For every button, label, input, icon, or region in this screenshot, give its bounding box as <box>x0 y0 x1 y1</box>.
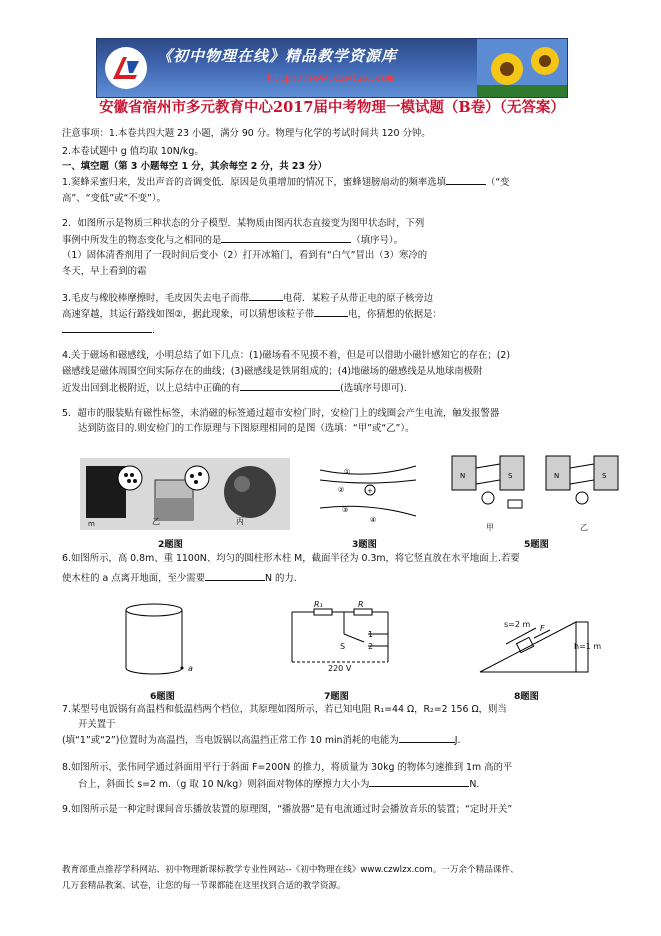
fig7-voltage: 220 V <box>328 664 352 673</box>
fig5-label-yi: 乙 <box>580 523 588 532</box>
q3-text: 3.毛皮与橡胶棒摩擦时，毛皮因失去电子而带 <box>62 293 250 304</box>
q3-line-2 <box>62 306 442 323</box>
fig3-particle-path <box>318 458 418 530</box>
q1-line-1 <box>62 174 510 191</box>
q2-blank[interactable] <box>221 232 351 243</box>
q4-text-end: (选填序号即可). <box>340 383 407 394</box>
q8-text: 台上，斜面长 s=2 m.（g 取 10 N/kg）则斜面对物体的摩擦力大小为 <box>78 779 370 790</box>
site-banner[interactable] <box>96 38 568 98</box>
fig5-generator-motor <box>448 450 623 520</box>
q9-line-1: 9.如图所示是一种定时课间音乐播放装置的原理图，“播放器”是有电流通过时会播放音乐的装置；“定时开关” <box>62 804 513 815</box>
q2-text-end: （填序号）。 <box>351 235 403 246</box>
fig6-point-a: a <box>188 664 193 673</box>
q7-line-2: 开关置于 <box>78 719 116 730</box>
fig7-contact-1: 1 <box>368 630 374 639</box>
fig8-force: F <box>540 624 545 633</box>
q8-blank[interactable] <box>369 776 469 787</box>
fig7-r1: R₁ <box>314 600 323 609</box>
q2-line-4: 冬天，早上看到的霜 <box>62 266 147 277</box>
svg-text:④: ④ <box>370 516 377 524</box>
q4-line-1: 4.关于磁场和磁感线，小明总结了如下几点：(1)磁场看不见摸不着，但是可以借助小磁针感知它的存在；(2) <box>62 350 511 361</box>
q7-text: (填“1”或“2”)位置时为高温挡，当电饭锅以高温挡正常工作 10 min消耗的电能为 <box>62 735 399 746</box>
q7-blank[interactable] <box>399 732 455 743</box>
q2-line-2 <box>62 232 403 249</box>
fig7-contact-2: 2 <box>368 642 374 651</box>
q1-line-2: 高”、“变低”或“不变”）。 <box>62 193 166 204</box>
fig5-label-jia: 甲 <box>486 523 494 532</box>
fig5-caption: 5题图 <box>524 539 549 550</box>
q4-blank[interactable] <box>240 380 340 391</box>
notice-line-1: 注意事项：1.本卷共四大题 23 小题，满分 90 分。物理与化学的考试时间共 120 分钟。 <box>62 128 431 139</box>
fig7-caption: 7题图 <box>324 691 349 702</box>
q3-text-mid: 电荷．某粒子从带正电的原子核旁边 <box>283 293 434 304</box>
fig2-caption: 2题图 <box>158 539 183 550</box>
svg-text:①: ① <box>344 468 351 476</box>
site-logo-icon <box>103 45 149 91</box>
q4-line-3 <box>62 380 407 397</box>
q3-blank-3[interactable] <box>62 322 152 333</box>
fig3-caption: 3题图 <box>352 539 377 550</box>
page-footer <box>62 862 519 894</box>
q3-blank-1[interactable] <box>249 290 283 301</box>
q2-line-1: 2．如图所示是物质三种状态的分子模型．某物质由图丙状态直接变为图甲状态时，下列 <box>62 218 425 229</box>
q8-text-end: N. <box>469 779 480 790</box>
section-heading: 一、填空题（第 3 小题每空 1 分，其余每空 2 分，共 23 分） <box>62 161 327 172</box>
q4-text: 近发出回到北极附近，以上总结中正确的有 <box>62 383 241 394</box>
footer-line-2: 几万套精品教案、试卷，让您的每一节课都能在这里找到合适的教学资源。 <box>62 881 346 891</box>
q6-line-1: 6.如图所示，高 0.8m、重 1100N、均匀的圆柱形木柱 M，截面半径为 0.3m，将它竖直放在水平地面上.若要 <box>62 553 520 564</box>
fig7-r2: R <box>358 600 364 609</box>
footer-line-1: 教育部重点推荐学科网站、初中物理新课标教学专业性网站--《初中物理在线》www.czwlzx.com。一万余个精品课件、 <box>62 865 519 875</box>
q7-line-3 <box>62 732 461 749</box>
q5-line-1: 5．超市的服装贴有磁性标签，未消磁的标签通过超市安检门时，安检门上的线圈会产生电流，触发报警器 <box>62 408 500 419</box>
fig8-incline <box>476 604 596 676</box>
q3-line-1 <box>62 290 433 307</box>
document-title: 安徽省宿州市多元教育中心2017届中考物理一模试题（B卷）（无答案） <box>99 99 565 116</box>
sunflower-icon <box>477 39 567 97</box>
q3-period: . <box>152 325 155 336</box>
svg-text:③: ③ <box>342 506 349 514</box>
svg-text:N: N <box>460 472 466 480</box>
q6-text: 使木柱的 a 点离开地面，至少需要 <box>62 573 205 584</box>
fig2-label-bing: 丙 <box>236 517 244 526</box>
q6-line-2 <box>62 570 297 587</box>
fig6-caption: 6题图 <box>150 691 175 702</box>
q5-line-2: 达到防盗目的.则安检门的工作原理与下图原理相同的是图（选填：“甲”或“乙”）。 <box>78 423 415 434</box>
q6-text-end: N 的力. <box>264 573 297 584</box>
fig8-caption: 8题图 <box>514 691 539 702</box>
q1-text: 1.窦蜂采蜜归来，发出声音的音调变低．原因是负重增加的情况下，蜜蜂翅膀扇动的频率选填 <box>62 177 446 188</box>
q7-text-end: J. <box>454 735 461 746</box>
banner-url[interactable]: http://www.czwlzx.com <box>267 73 394 84</box>
svg-text:N: N <box>554 472 560 480</box>
fig7-switch: S <box>340 642 346 651</box>
svg-text:S: S <box>508 472 513 480</box>
q6-blank[interactable] <box>205 570 265 581</box>
svg-text:m: m <box>88 520 95 528</box>
q1-text-end: （“变 <box>485 177 510 188</box>
q3-blank-2[interactable] <box>314 306 348 317</box>
q1-blank[interactable] <box>446 174 486 185</box>
svg-text:②: ② <box>338 486 345 494</box>
q3-text-2: 高速穿越，其运行路线如图②，据此现象，可以猜想该粒子带 <box>62 309 315 320</box>
svg-text:S: S <box>602 472 607 480</box>
fig2-label-jia: 乙 <box>152 517 160 526</box>
notice-line-2: 2.本卷试题中 g 值均取 10N/kg。 <box>62 146 204 157</box>
banner-title: 《初中物理在线》精品教学资源库 <box>157 47 398 65</box>
fig8-height: h=1 m <box>574 642 602 651</box>
fig2-molecule-models <box>80 458 290 530</box>
q2-text: 事例中所发生的物态变化与之相同的是 <box>62 235 222 246</box>
q7-line-1: 7.某型号电饭锅有高温档和低温档两个档位，其原理如图所示，若已知电阻 R₁=44 Ω，R₂=2 156 Ω，则当 <box>62 704 507 715</box>
q3-line-3 <box>62 322 155 339</box>
svg-text:+: + <box>367 487 373 495</box>
q8-line-2 <box>78 776 479 793</box>
q4-line-2: 磁感线是磁体周围空间实际存在的曲线；(3)磁感线是铁屑组成的；(4)地磁场的磁感线是从地球南极附 <box>62 366 483 377</box>
q2-line-3: （1）固体清香剂用了一段时间后变小（2）打开冰箱门，看到有“白气”冒出（3）寒冷的 <box>62 250 428 261</box>
q3-text-end: 电，你猜想的依据是： <box>348 309 442 320</box>
fig8-length: s=2 m <box>504 620 531 629</box>
q8-line-1: 8.如图所示，张伟同学通过斜面用平行于斜面 F=200N 的推力，将质量为 30kg 的物体匀速推到 1m 高的平 <box>62 762 513 773</box>
